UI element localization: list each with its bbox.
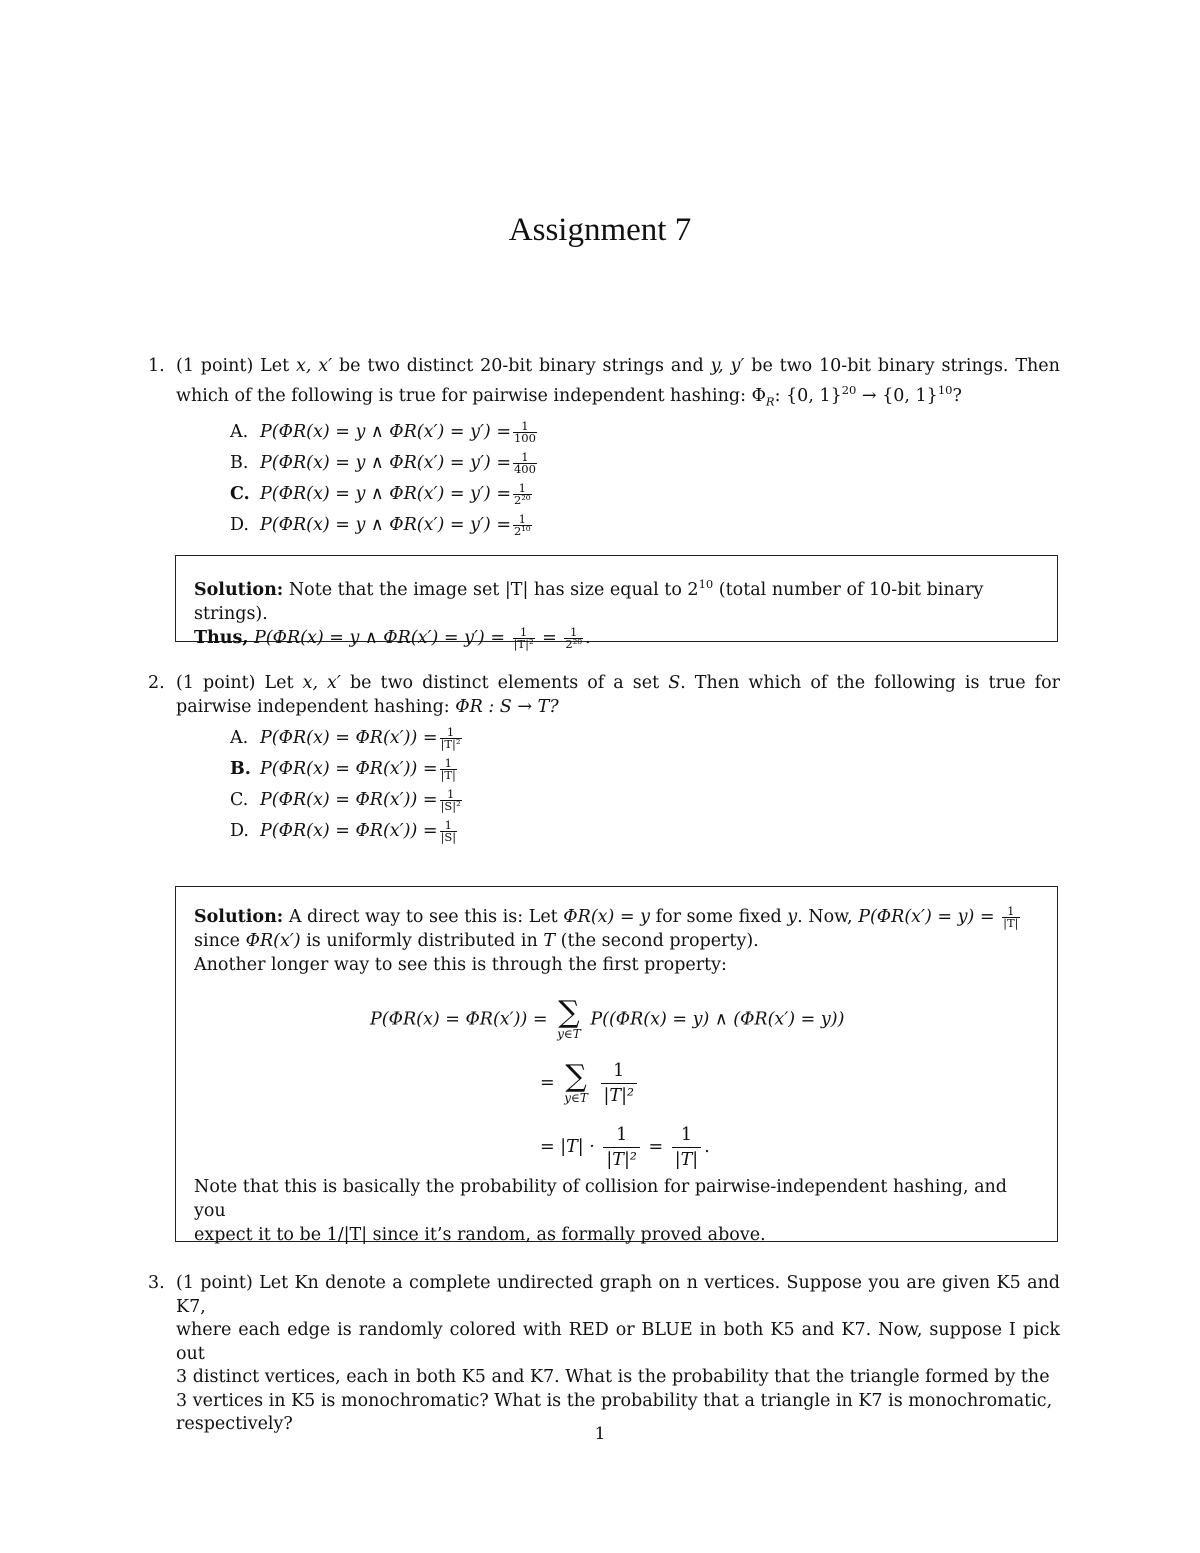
page-title: Assignment 7 — [508, 212, 692, 248]
option-a — [230, 417, 1060, 448]
equation-line-1: P(ΦR(x) = ΦR(x′)) = ∑ y∈T P((ΦR(x) = y) ∧ (ΦR(x′) = y)) — [370, 995, 845, 1041]
option-label: D. — [230, 515, 249, 536]
option-expression: P(ΦR(x) = y ∧ ΦR(x′) = y′) = — [260, 484, 511, 505]
option-expression: P(ΦR(x) = ΦR(x′)) = — [260, 758, 438, 779]
option-fraction: $\frac{1}{\text{|S|²}}$ — [440, 787, 461, 813]
option-fraction: $\frac{1}{|S|}$ — [440, 818, 457, 844]
option-c — [230, 785, 1060, 816]
option-label: B. — [230, 453, 249, 474]
option-fraction: $\frac{1}{\text{2²⁰}}$ — [513, 481, 531, 508]
option-fraction: $\frac{1}{\text{|T|²}}$ — [440, 725, 461, 751]
option-fraction: $\frac{1}{\text{2¹⁰}}$ — [513, 512, 531, 539]
equation-line-3: = |T| · $\frac{1}{\text{|T|²}}$ = $\frac{1}{|T|}$ . — [540, 1125, 710, 1170]
option-label: C. — [230, 789, 249, 810]
option-a — [230, 723, 1060, 754]
option-label: A. — [230, 727, 249, 748]
question-text: (1 point) Let x, x′ be two distinct elements of a set S. Then which of the following is true for pairwise independent hashing: ΦR : S → T? — [176, 673, 1060, 717]
question-1 — [148, 355, 1060, 541]
question-number: 1. — [148, 356, 165, 376]
question-3 — [148, 1272, 1060, 1437]
option-c — [230, 479, 1060, 510]
option-expression: P(ΦR(x) = y ∧ ΦR(x′) = y′) = — [260, 515, 511, 536]
options-list — [230, 723, 1060, 847]
question-number: 3. — [148, 1273, 165, 1293]
solution-box-2 — [175, 886, 1058, 1245]
option-expression: P(ΦR(x) = y ∧ ΦR(x′) = y′) = — [260, 453, 511, 474]
solution-line: Another longer way to see this is through the first property: — [194, 955, 727, 975]
solution-line: Solution: A direct way to see this is: Let ΦR(x) = y for some fixed y. Now, P(ΦR(x′) = y) = $\frac{1}{|T|}$ — [194, 904, 1019, 930]
page-number: 1 — [594, 1424, 606, 1444]
option-expression: P(ΦR(x) = ΦR(x′)) = — [260, 727, 438, 748]
option-d — [230, 816, 1060, 847]
solution-line: since ΦR(x′) is uniformly distributed in T (the second property). — [194, 931, 759, 951]
option-label: C. — [230, 484, 250, 505]
solution-line: Solution: Note that the image set |T| has size equal to $2^{10}$ (total number of 10-bit binary strings). — [194, 577, 984, 624]
option-label: A. — [230, 422, 249, 443]
solution-box-1 — [175, 555, 1058, 651]
option-expression: P(ΦR(x) = y ∧ ΦR(x′) = y′) = — [260, 422, 511, 443]
option-fraction: $\frac{1}{|T|}$ — [440, 756, 456, 782]
option-b — [230, 754, 1060, 785]
option-label: B. — [230, 758, 251, 779]
question-number: 2. — [148, 673, 165, 693]
option-expression: P(ΦR(x) = ΦR(x′)) = — [260, 820, 438, 841]
option-expression: P(ΦR(x) = ΦR(x′)) = — [260, 789, 438, 810]
option-d — [230, 510, 1060, 541]
option-b — [230, 448, 1060, 479]
question-2 — [148, 672, 1060, 847]
solution-note: Note that this is basically the probability of collision for pairwise-independent hashing, and you expect it to be 1/|T| since it’s random, as formally proved above. — [194, 1177, 1007, 1245]
option-fraction: $\frac{1}{400}$ — [513, 450, 536, 477]
equation-line-2: = ∑ y∈T $\frac{1}{\text{|T|²}}$ — [540, 1059, 640, 1108]
question-text: (1 point) Let Kn denote a complete undirected graph on n vertices. Suppose you are given K5 and K7, where each edge is randomly colored with RED or BLUE in both K5 and K7. Now, suppose I pick out 3 distinct vertices, each in both K5 and K7. What is the probability that the triangle formed by the 3 vertices in K5 is monochromatic? What is the probability that a triangle in K7 is monochromatic, respectively? — [176, 1273, 1060, 1434]
question-text: (1 point) Let x, x′ be two distinct 20-bit binary strings and y, y′ be two 10-bit binary strings. Then which of the following is true for pairwise independent hashing: $\Phi_R$: {0, 1}$^{20}$ → {0, 1}$^{10}$? — [176, 356, 1060, 408]
option-label: D. — [230, 820, 249, 841]
options-list — [230, 417, 1060, 541]
solution-line: Thus, P(ΦR(x) = y ∧ ΦR(x′) = y′) = $\frac{1}{\text{|T|²}}$ = $\frac{1}{\text{2²⁰}}$ . — [194, 624, 591, 651]
option-fraction: $\frac{1}{100}$ — [513, 419, 536, 446]
